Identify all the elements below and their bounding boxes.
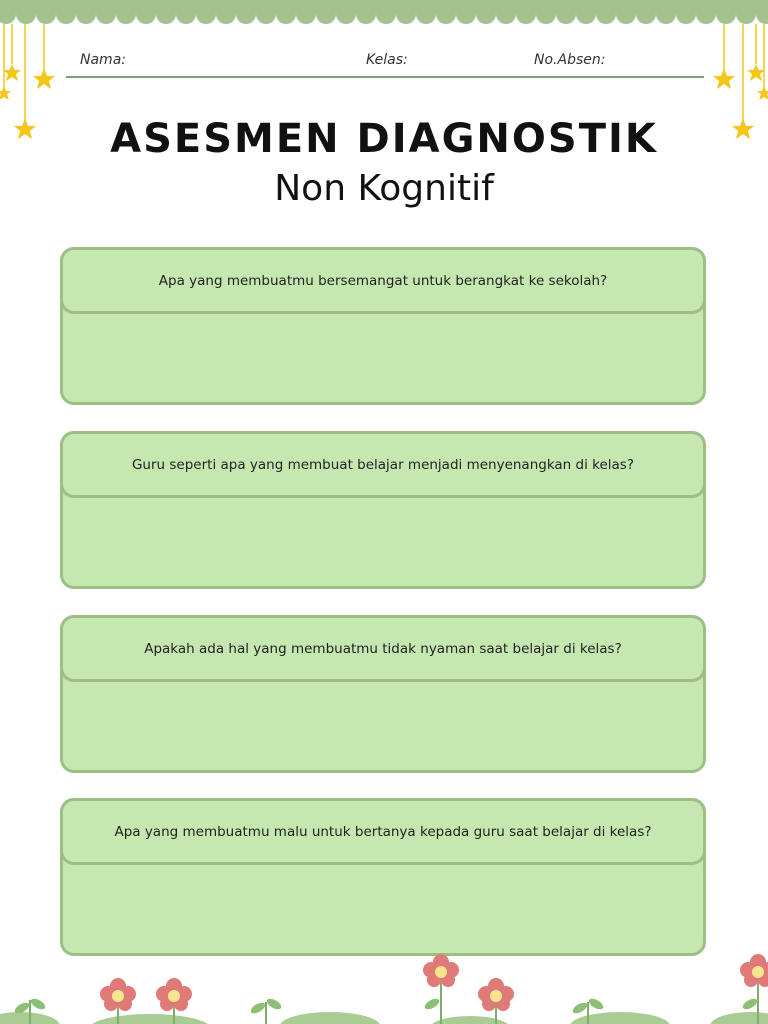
question-text: Guru seperti apa yang membuat belajar menjadi menyenangkan di kelas?: [60, 431, 706, 498]
leaf-icon: [249, 1001, 267, 1016]
star-icon: [747, 64, 765, 81]
student-info-row: [66, 50, 704, 78]
leaf-icon: [265, 997, 283, 1012]
question-text: Apa yang membuatmu bersemangat untuk berangkat ke sekolah?: [60, 247, 706, 314]
flower-icon: [740, 954, 768, 987]
nama-label: Nama:: [80, 52, 126, 68]
star-icon: [713, 68, 735, 89]
star-icon: [3, 64, 21, 81]
absen-label: No.Absen:: [534, 52, 606, 68]
page-title: ASESMEN DIAGNOSTIK: [110, 116, 658, 162]
question-card: [60, 247, 706, 405]
leaf-icon: [571, 1001, 589, 1016]
question-text: Apa yang membuatmu malu untuk bertanya kepada guru saat belajar di kelas?: [60, 798, 706, 865]
leaf-icon: [587, 997, 605, 1012]
star-icon: [757, 86, 768, 100]
top-scalloped-border: [0, 0, 768, 28]
question-card: [60, 431, 706, 589]
leaf-icon: [741, 997, 759, 1012]
star-icon: [33, 68, 55, 89]
garden-decoration: [0, 940, 768, 1024]
kelas-label: Kelas:: [366, 52, 408, 68]
page-subtitle: Non Kognitif: [274, 168, 494, 209]
question-card: [60, 615, 706, 773]
question-text: Apakah ada hal yang membuatmu tidak nyaman saat belajar di kelas?: [60, 615, 706, 682]
leaf-icon: [423, 997, 441, 1012]
question-card: [60, 798, 706, 956]
leaf-icon: [29, 997, 47, 1012]
star-icon: [0, 86, 11, 100]
